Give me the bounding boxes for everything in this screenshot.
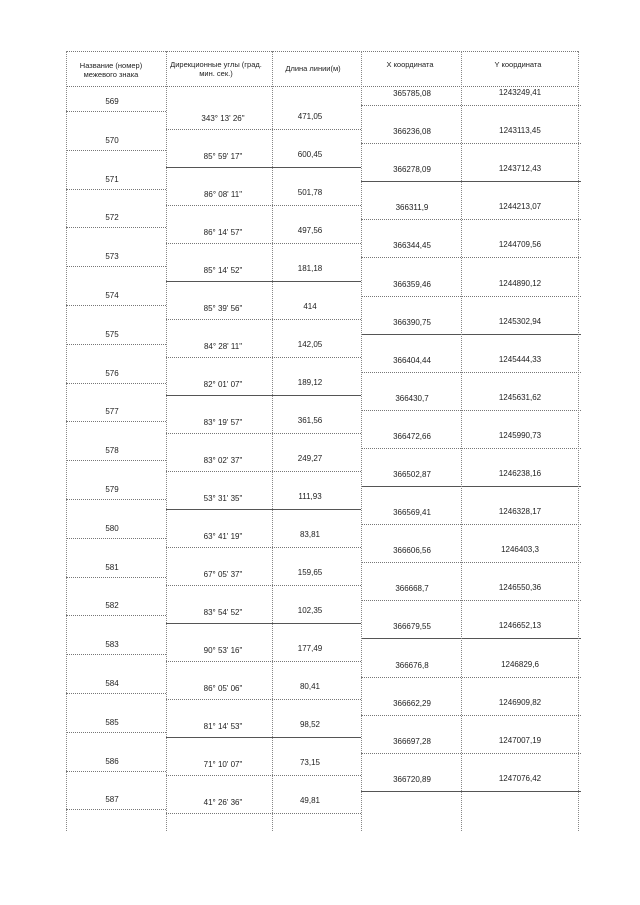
x-coordinate: 366278,09 — [393, 165, 431, 175]
row-divider — [66, 227, 166, 228]
column-divider — [361, 51, 362, 831]
header-angle-col: Дирекционные углы (град. мин. сек.) — [170, 60, 262, 78]
row-divider — [166, 623, 361, 624]
y-coordinate: 1245444,33 — [498, 354, 542, 364]
row-divider — [166, 281, 361, 282]
row-divider — [66, 189, 166, 190]
y-coordinate: 1245631,62 — [498, 392, 542, 402]
direction-angle: 83° 19' 57" — [203, 418, 243, 427]
point-number: 582 — [105, 601, 119, 611]
header-y-col: Y координата — [494, 60, 542, 69]
direction-angle: 86° 05' 06" — [203, 684, 243, 693]
line-length: 249,27 — [297, 454, 323, 463]
row-divider — [166, 243, 361, 244]
point-number: 577 — [105, 407, 119, 417]
y-coordinate: 1246328,17 — [498, 507, 542, 517]
row-divider — [361, 524, 581, 525]
direction-angle: 85° 39' 56" — [203, 304, 243, 313]
row-divider — [66, 86, 578, 87]
row-divider — [166, 471, 361, 472]
y-coordinate: 1246652,13 — [498, 621, 542, 631]
x-coordinate: 366679,55 — [393, 622, 431, 632]
header-name-col: Название (номер) межевого знака — [79, 61, 143, 79]
line-length: 177,49 — [297, 644, 323, 653]
row-divider — [166, 319, 361, 320]
row-divider — [361, 753, 581, 754]
line-length: 98,52 — [299, 720, 321, 729]
row-divider — [166, 357, 361, 358]
row-divider — [166, 775, 361, 776]
line-length: 111,93 — [298, 492, 322, 501]
direction-angle: 71° 10' 07" — [203, 760, 243, 769]
x-coordinate: 366430,7 — [395, 393, 429, 403]
row-divider — [166, 547, 361, 548]
row-divider — [361, 791, 581, 792]
row-divider — [166, 433, 361, 434]
x-coordinate: 366668,7 — [395, 584, 429, 594]
row-divider — [166, 737, 361, 738]
row-divider — [66, 577, 166, 578]
line-length: 80,41 — [299, 682, 321, 691]
x-coordinate: 366662,29 — [393, 698, 431, 708]
row-divider — [361, 600, 581, 601]
row-divider — [361, 448, 581, 449]
x-coordinate: 366502,87 — [393, 470, 431, 479]
x-coordinate: 366311,9 — [395, 203, 429, 213]
row-divider — [361, 143, 581, 144]
point-number: 580 — [105, 523, 119, 533]
row-divider — [361, 638, 581, 639]
y-coordinate: 1247007,19 — [498, 735, 542, 745]
line-length: 49,81 — [299, 796, 321, 805]
y-coordinate: 1247076,42 — [498, 773, 542, 783]
column-divider — [461, 51, 462, 831]
direction-angle: 83° 02' 37" — [203, 456, 243, 465]
row-divider — [166, 205, 361, 206]
y-coordinate: 1243113,45 — [499, 126, 541, 136]
direction-angle: 86° 14' 57" — [203, 228, 243, 237]
point-number: 571 — [105, 174, 119, 184]
row-divider — [66, 538, 166, 539]
row-divider — [166, 585, 361, 586]
direction-angle: 343° 13' 26" — [201, 114, 245, 123]
point-number: 572 — [105, 213, 119, 223]
header-x-col: X координата — [386, 60, 434, 69]
line-length: 600,45 — [297, 150, 323, 159]
line-length: 189,12 — [297, 378, 323, 387]
point-number: 584 — [105, 679, 119, 688]
x-coordinate: 366697,28 — [393, 736, 431, 746]
line-length: 471,05 — [297, 112, 323, 121]
row-divider — [66, 51, 578, 52]
row-divider — [66, 615, 166, 616]
point-number: 576 — [105, 368, 119, 378]
row-divider — [361, 715, 581, 716]
row-divider — [66, 305, 166, 306]
row-divider — [166, 129, 361, 130]
column-divider — [66, 51, 67, 831]
row-divider — [66, 421, 166, 422]
x-coordinate: 365785,08 — [393, 89, 431, 98]
direction-angle: 41° 26' 36" — [203, 798, 243, 807]
y-coordinate: 1246829,6 — [501, 659, 539, 669]
direction-angle: 82° 01' 07" — [203, 380, 243, 389]
point-number: 573 — [105, 252, 119, 262]
row-divider — [361, 105, 581, 106]
direction-angle: 84° 28' 11" — [203, 342, 243, 351]
line-length: 83,81 — [299, 530, 321, 539]
y-coordinate: 1246909,82 — [498, 697, 542, 707]
direction-angle: 85° 14' 52" — [203, 266, 243, 275]
x-coordinate: 366569,41 — [393, 508, 431, 518]
y-coordinate: 1245990,73 — [498, 430, 542, 440]
y-coordinate: 1246238,16 — [498, 469, 542, 478]
line-length: 414 — [303, 302, 317, 311]
point-number: 583 — [105, 640, 119, 650]
row-divider — [66, 732, 166, 733]
header-length-col: Длина линии(м) — [285, 64, 341, 73]
y-coordinate: 1245302,94 — [498, 316, 542, 326]
x-coordinate: 366236,08 — [393, 127, 431, 137]
y-coordinate: 1244213,07 — [498, 202, 542, 212]
x-coordinate: 366390,75 — [393, 317, 431, 327]
row-divider — [66, 111, 166, 112]
row-divider — [361, 219, 581, 220]
row-divider — [166, 509, 361, 510]
row-divider — [66, 771, 166, 772]
line-length: 159,65 — [297, 568, 323, 577]
point-number: 586 — [105, 756, 119, 766]
x-coordinate: 366359,46 — [393, 279, 431, 289]
x-coordinate: 366720,89 — [393, 774, 431, 784]
y-coordinate: 1244890,12 — [498, 278, 542, 288]
point-number: 579 — [105, 485, 119, 494]
y-coordinate: 1243712,43 — [498, 164, 542, 174]
x-coordinate: 366344,45 — [393, 241, 431, 251]
column-divider — [272, 51, 273, 831]
row-divider — [166, 813, 361, 814]
row-divider — [361, 677, 581, 678]
x-coordinate: 366404,44 — [393, 355, 431, 365]
direction-angle: 90° 53' 16" — [203, 646, 243, 655]
row-divider — [66, 150, 166, 151]
row-divider — [66, 460, 166, 461]
row-divider — [66, 499, 166, 500]
row-divider — [166, 699, 361, 700]
point-number: 574 — [105, 291, 119, 300]
x-coordinate: 366676,8 — [395, 660, 429, 670]
row-divider — [66, 654, 166, 655]
row-divider — [66, 809, 166, 810]
row-divider — [66, 383, 166, 384]
direction-angle: 67° 05' 37" — [203, 570, 243, 579]
y-coordinate: 1246403,3 — [501, 545, 539, 555]
column-divider — [578, 51, 579, 831]
row-divider — [66, 344, 166, 345]
row-divider — [361, 372, 581, 373]
line-length: 142,05 — [297, 340, 323, 349]
row-divider — [361, 562, 581, 563]
point-number: 578 — [105, 446, 119, 456]
y-coordinate: 1243249,41 — [498, 88, 542, 97]
row-divider — [361, 257, 581, 258]
direction-angle: 53° 31' 35" — [203, 494, 243, 503]
column-divider — [166, 51, 167, 831]
direction-angle: 81° 14' 53" — [203, 722, 243, 731]
point-number: 575 — [105, 329, 119, 339]
line-length: 73,15 — [299, 758, 321, 767]
row-divider — [361, 410, 581, 411]
line-length: 361,56 — [297, 416, 323, 425]
line-length: 501,78 — [297, 188, 323, 197]
point-number: 581 — [105, 562, 119, 572]
row-divider — [166, 661, 361, 662]
direction-angle: 83° 54' 52" — [203, 608, 243, 617]
y-coordinate: 1244709,56 — [498, 240, 542, 250]
direction-angle: 86° 08' 11" — [203, 190, 243, 199]
line-length: 497,56 — [297, 226, 323, 235]
row-divider — [361, 486, 581, 487]
line-length: 102,35 — [297, 606, 323, 615]
line-length: 181,18 — [297, 264, 323, 273]
y-coordinate: 1246550,36 — [498, 583, 542, 593]
row-divider — [166, 395, 361, 396]
direction-angle: 85° 59' 17" — [203, 152, 243, 161]
row-divider — [361, 334, 581, 335]
x-coordinate: 366472,66 — [393, 431, 431, 441]
row-divider — [66, 266, 166, 267]
row-divider — [361, 296, 581, 297]
point-number: 587 — [105, 795, 119, 805]
row-divider — [361, 181, 581, 182]
row-divider — [166, 167, 361, 168]
direction-angle: 63° 41' 19" — [203, 532, 243, 541]
point-number: 569 — [105, 97, 119, 106]
point-number: 570 — [105, 135, 119, 145]
x-coordinate: 366606,56 — [393, 546, 431, 556]
row-divider — [66, 693, 166, 694]
point-number: 585 — [105, 717, 119, 727]
